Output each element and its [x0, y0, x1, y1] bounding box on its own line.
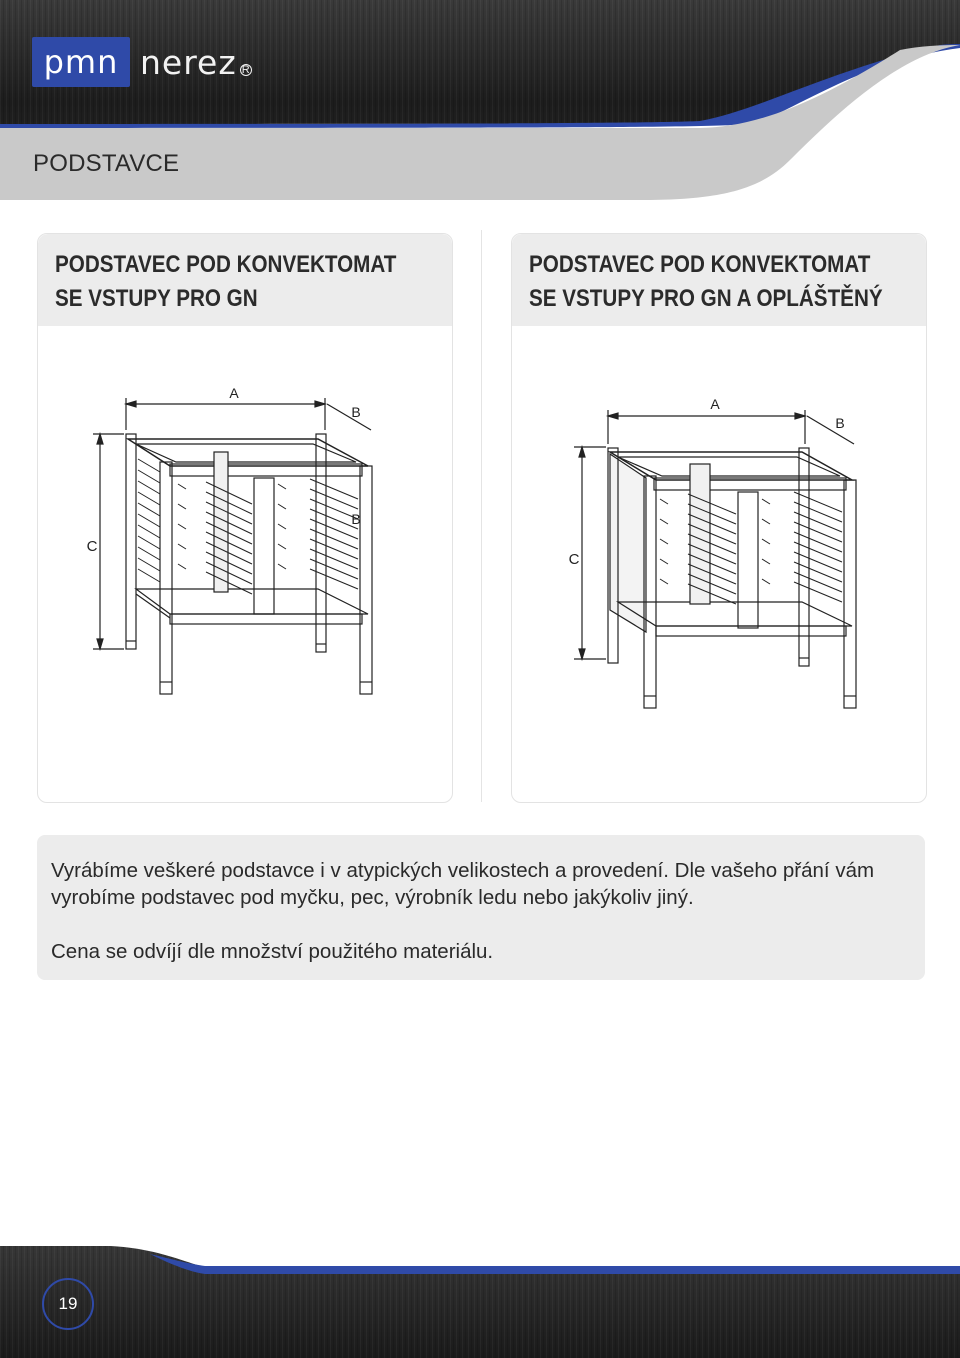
info-price-note: Cena se odvíjí dle množství použitého materiálu. [51, 940, 494, 963]
clad-stand-technical-drawing [512, 364, 926, 724]
brand-logo [32, 36, 252, 88]
product-title-line2: SE VSTUPY PRO GN [55, 285, 258, 312]
section-title: PODSTAVCE [33, 150, 180, 177]
stand-technical-drawing [38, 364, 452, 704]
logo-pmn-mark: pmn [32, 37, 130, 87]
product-card-stand [37, 233, 453, 803]
product-title-line1: PODSTAVEC POD KONVEKTOMAT [55, 251, 397, 278]
page-number-badge: 19 [42, 1278, 94, 1330]
dimension-label-b-inner: B [351, 511, 361, 527]
dimension-label-c: C [568, 551, 580, 568]
footer-band [0, 1240, 960, 1358]
product-card-stand-clad [511, 233, 927, 803]
info-text-line: Vyrábíme veškeré podstavce i v atypických velikostech a provedení. Dle vašeho přání vám [51, 859, 875, 882]
product-title-line1: PODSTAVEC POD KONVEKTOMAT [529, 251, 871, 278]
column-divider [481, 230, 482, 802]
product-card-header [512, 234, 926, 326]
product-card-header [38, 234, 452, 326]
registered-mark: R [240, 64, 252, 76]
logo-nerez-wordmark: nerez [140, 42, 237, 82]
product-title-line2: SE VSTUPY PRO GN A OPLÁŠTĚNÝ [529, 285, 883, 312]
dimension-label-a: A [229, 385, 239, 401]
dimension-label-b: B [351, 404, 361, 420]
dimension-label-c: C [86, 538, 98, 555]
dimension-label-a: A [710, 396, 720, 412]
info-box [37, 835, 925, 980]
info-text-line: vyrobíme podstavec pod myčku, pec, výrobník ledu nebo jakýkoliv jiný. [51, 886, 694, 909]
dimension-label-b: B [835, 415, 845, 431]
